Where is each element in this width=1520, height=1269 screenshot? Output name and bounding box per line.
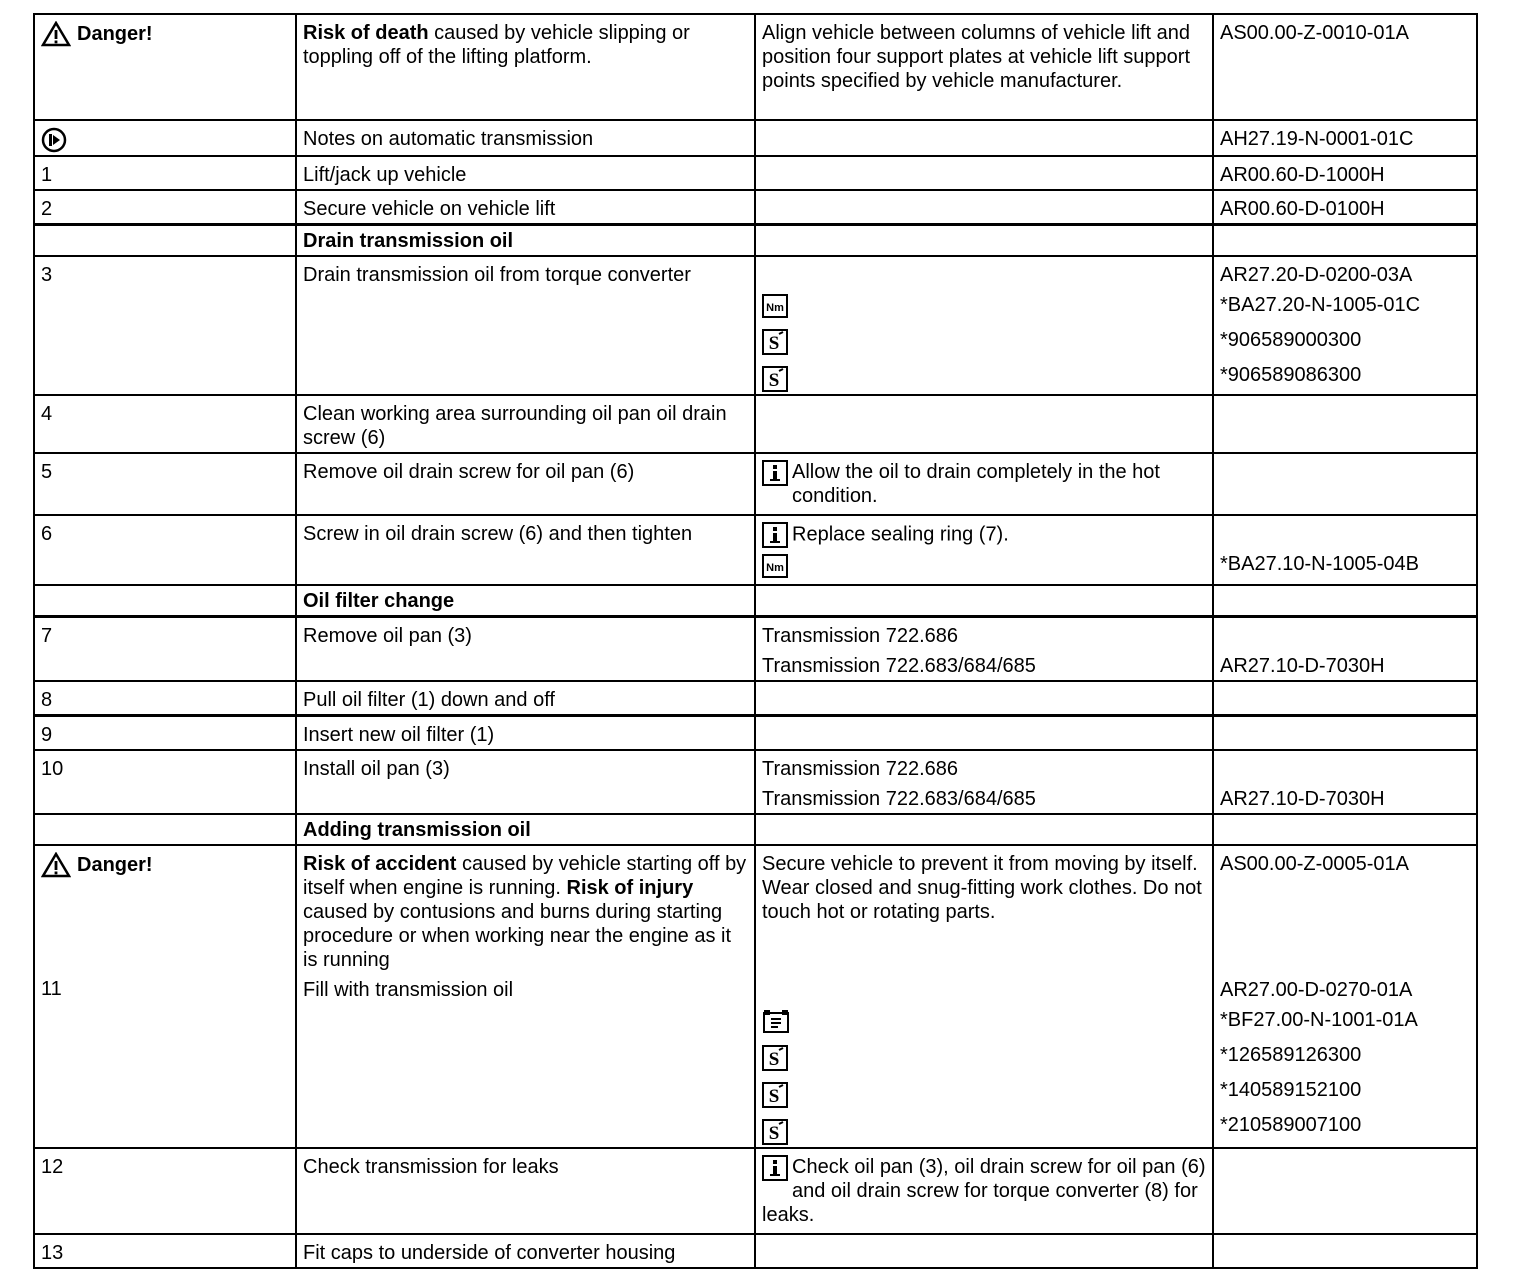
svg-text:S: S [768,369,780,391]
description-cell: Clean working area surrounding oil pan oil drain screw (6) [296,395,755,453]
description-cell: Notes on automatic transmission [296,120,755,156]
safety-note: Wear closed and snug-fitting work clothes. Do not touch hot or rotating parts. [762,876,1202,923]
svg-text:S: S [768,1048,780,1070]
table-row [34,515,1477,585]
reference-cell[interactable] [1213,190,1477,225]
section-row [34,225,1477,257]
svg-text:Nm: Nm [766,562,784,575]
step-cell: 6 [34,515,296,585]
step-cell [34,120,296,156]
step-cell: 8 [34,681,296,716]
table-row [34,120,1477,156]
description-cell: Remove oil drain screw for oil pan (6) [296,453,755,515]
nm-torque-icon [762,554,788,578]
description-cell [296,14,755,120]
risk-text: caused by vehicle starting off by itself when engine is running. [303,852,747,899]
special-tool-icon [762,1045,788,1071]
info-icon [762,522,788,548]
table-row [34,256,1477,395]
reference-cell [1213,681,1477,716]
reference-cell[interactable] [1213,156,1477,190]
info-icon [762,1155,788,1181]
reference-cell[interactable] [1213,750,1477,814]
special-tool-icon [762,1119,788,1145]
description-cell [296,845,755,1148]
note-cell [755,1148,1213,1234]
fill-capacity-icon [762,1008,790,1034]
reference-cell[interactable] [1213,14,1477,120]
step-number: 11 [41,977,62,1000]
step-cell [34,14,296,120]
tool-reference[interactable]: *140589152100 [1220,1078,1362,1101]
reference-cell[interactable] [1213,616,1477,681]
section-title: Drain transmission oil [296,225,755,257]
tool-reference[interactable]: *210589007100 [1220,1113,1362,1136]
reference-cell[interactable] [1213,845,1477,1148]
note-cell [755,256,1213,395]
table-row [34,453,1477,515]
reference-link[interactable]: AS00.00-Z-0010-01A [1220,22,1410,44]
risk-text: caused by vehicle slipping or toppling off of the lifting platform. [303,22,690,68]
table-row [34,1148,1477,1234]
description-cell: Install oil pan (3) [296,750,755,814]
description-cell: Screw in oil drain screw (6) and then tighten [296,515,755,585]
reference-cell [1213,453,1477,515]
step-cell: 9 [34,715,296,750]
note-cell [755,845,1213,1148]
nm-torque-icon [762,294,788,318]
note-cell [755,453,1213,515]
table-row [34,1234,1477,1268]
torque-reference[interactable]: *BA27.20-N-1005-01C [1220,294,1421,316]
tool-reference[interactable]: *906589086300 [1220,364,1362,386]
step-cell: 5 [34,453,296,515]
table-row [34,616,1477,681]
table-row [34,14,1477,120]
section-row [34,585,1477,617]
table-row [34,715,1477,750]
description-cell: Insert new oil filter (1) [296,715,755,750]
svg-text:S: S [768,332,780,354]
safety-note: Secure vehicle to prevent it from moving by itself. [762,852,1198,875]
reference-link[interactable]: AH27.19-N-0001-01C [1220,128,1414,150]
reference-link[interactable]: AR27.10-D-7030H [1220,654,1385,677]
svg-text:Nm: Nm [766,301,784,314]
section-row [34,814,1477,845]
note-text: Replace sealing ring (7). [792,523,1009,545]
warning-triangle-icon [41,852,71,878]
description-cell: Check transmission for leaks [296,1148,755,1234]
note-cell [755,681,1213,716]
description-cell: Lift/jack up vehicle [296,156,755,190]
note-cell [755,120,1213,156]
description-cell: Drain transmission oil from torque converter [296,256,755,395]
note-text: Allow the oil to drain completely in the hot condition. [792,460,1160,507]
reference-cell[interactable] [1213,515,1477,585]
danger-label: Danger! [77,23,153,45]
reference-link[interactable]: AR00.60-D-0100H [1220,198,1385,220]
procedure-table [33,13,1478,1269]
note-cell [755,156,1213,190]
risk-title: Risk of death [303,22,429,44]
variant-text: Transmission 722.683/684/685 [762,787,1036,810]
step-cell: 10 [34,750,296,814]
step-cell: 4 [34,395,296,453]
reference-cell[interactable] [1213,120,1477,156]
reference-link[interactable]: AR27.10-D-7030H [1220,787,1385,810]
risk-title: Risk of injury [566,876,694,899]
variant-text: Transmission 722.683/684/685 [762,654,1036,677]
special-tool-icon [762,366,788,392]
step-cell: 13 [34,1234,296,1268]
reference-link[interactable]: AS00.00-Z-0005-01A [1220,852,1410,875]
note-text: Check oil pan (3), oil drain screw for oil pan (6) and oil drain screw for torque converter (8) for leaks. [762,1155,1206,1226]
section-title: Adding transmission oil [296,814,755,845]
tool-reference[interactable]: *906589000300 [1220,329,1362,351]
tool-reference[interactable]: *126589126300 [1220,1043,1362,1066]
note-cell: Align vehicle between columns of vehicle lift and position four support plates at vehicle lift support points specified by vehicle manufacturer. [755,14,1213,120]
info-icon [762,460,788,486]
description-cell: Pull oil filter (1) down and off [296,681,755,716]
reference-cell[interactable] [1213,256,1477,395]
risk-title: Risk of accident [303,852,457,875]
step-cell: 12 [34,1148,296,1234]
note-cell [755,750,1213,814]
note-cell [755,515,1213,585]
step-cell: 2 [34,190,296,225]
special-tool-icon [762,329,788,355]
section-title: Oil filter change [296,585,755,617]
table-row [34,681,1477,716]
fill-reference[interactable]: *BF27.00-N-1001-01A [1220,1008,1418,1031]
note-cell [755,395,1213,453]
reference-cell [1213,1234,1477,1268]
step-cell: 3 [34,256,296,395]
danger-label: Danger! [77,853,153,876]
reference-cell [1213,395,1477,453]
table-row [34,156,1477,190]
note-cell [755,1234,1213,1268]
table-row [34,750,1477,814]
step-cell: 7 [34,616,296,681]
step-description: Fill with transmission oil [303,978,514,1001]
step-cell: 1 [34,156,296,190]
table-row [34,845,1477,1148]
reference-link[interactable]: AR00.60-D-1000H [1220,164,1385,186]
reference-link[interactable]: AR27.00-D-0270-01A [1220,978,1413,1001]
table-row [34,190,1477,225]
reference-cell [1213,1148,1477,1234]
reference-link[interactable]: AR27.20-D-0200-03A [1220,264,1413,286]
description-cell: Fit caps to underside of converter housing [296,1234,755,1268]
description-cell: Remove oil pan (3) [296,616,755,681]
note-cell [755,616,1213,681]
variant-text: Transmission 722.686 [762,757,959,780]
svg-text:S: S [768,1122,780,1144]
step-cell [34,845,296,1148]
svg-text:S: S [768,1085,780,1107]
risk-text: caused by contusions and burns during starting procedure or when working near the engine as it is running [303,900,732,971]
note-cell [755,190,1213,225]
torque-reference[interactable]: *BA27.10-N-1005-04B [1220,552,1420,575]
table-row [34,395,1477,453]
variant-text: Transmission 722.686 [762,624,959,647]
note-cell [755,715,1213,750]
special-tool-icon [762,1082,788,1108]
note-hand-icon [41,127,67,153]
description-cell: Secure vehicle on vehicle lift [296,190,755,225]
reference-cell [1213,715,1477,750]
warning-triangle-icon [41,21,71,47]
